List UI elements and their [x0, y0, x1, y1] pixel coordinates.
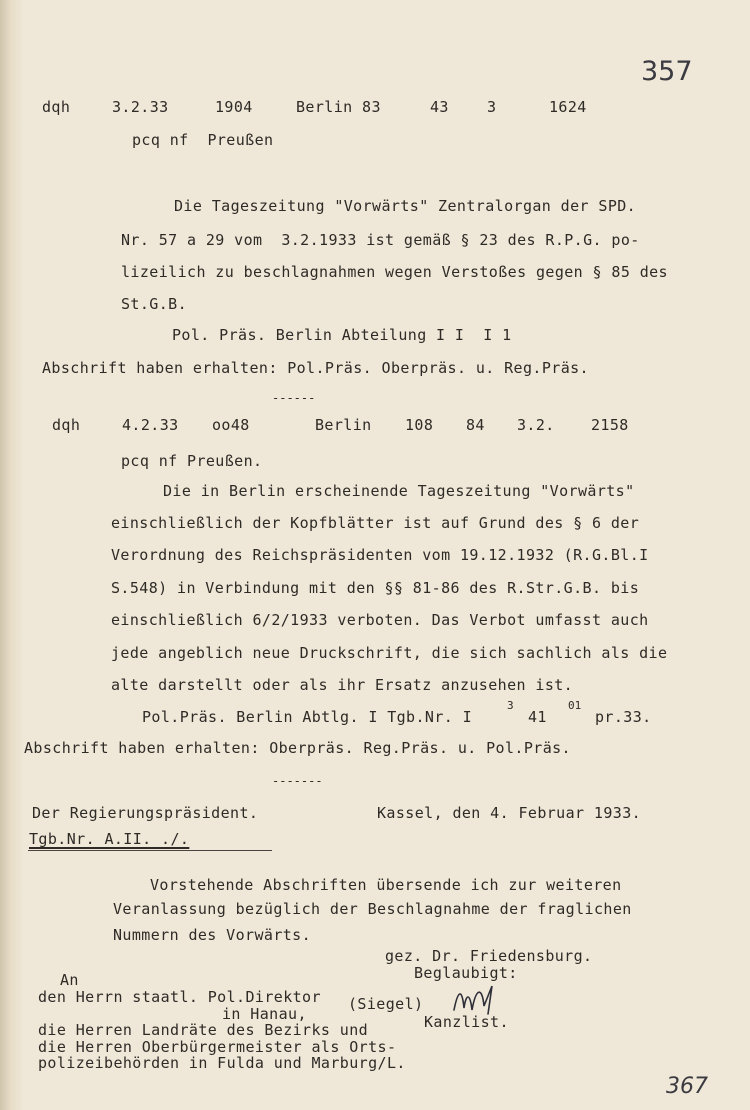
telegram-1-origin: Berlin 83: [296, 98, 381, 116]
recipient-line-2: in Hanau,: [222, 1005, 307, 1023]
telegram-1-num3: 1624: [549, 98, 587, 116]
telegram-2-origin: Berlin: [315, 416, 372, 434]
telegram-2-date: 4.2.33: [122, 416, 179, 434]
telegram-1-signature: Pol. Präs. Berlin Abteilung I I I 1: [172, 326, 512, 344]
telegram-2-signature-sup1: 3: [507, 699, 514, 712]
telegram-2-line-7: alte darstellt oder als ihr Ersatz anzusehen ist.: [111, 676, 574, 694]
telegram-1-line-4: St.G.B.: [121, 295, 188, 313]
telegram-1-num2: 3: [487, 98, 497, 116]
telegram-1-time: 1904: [215, 98, 253, 116]
signed-by: gez. Dr. Friedensburg.: [385, 947, 593, 965]
body-line-3: Nummern des Vorwärts.: [113, 926, 312, 944]
telegram-2-signature-mid: 41: [528, 708, 547, 726]
telegram-2-num2: 84: [466, 416, 485, 434]
telegram-2-line-1: Die in Berlin erscheinende Tageszeitung "Vorwärts": [163, 482, 635, 500]
telegram-2-copies: Abschrift haben erhalten: Oberpräs. Reg.Präs. u. Pol.Präs.: [24, 739, 571, 757]
telegram-2-line-6: jede angeblich neue Druckschrift, die sich sachlich als die: [111, 644, 668, 662]
separator-2: -------: [272, 774, 323, 788]
telegram-1-date: 3.2.33: [112, 98, 169, 116]
recipient-line-1: den Herrn staatl. Pol.Direktor: [38, 988, 321, 1006]
telegram-2-signature-suffix: pr.33.: [595, 708, 652, 726]
telegram-1-code: dqh: [42, 98, 71, 116]
bottom-page-number: 367: [666, 1074, 708, 1099]
telegram-2-time: oo48: [212, 416, 250, 434]
body-line-2: Veranlassung bezüglich der Beschlagnahme der fraglichen: [113, 900, 632, 918]
telegram-2-line-4: S.548) in Verbindung mit den §§ 81-86 des R.Str.G.B. bis: [111, 579, 640, 597]
recipient-line-4: die Herren Oberbürgermeister als Orts-: [38, 1038, 397, 1056]
recipient-line-3: die Herren Landräte des Bezirks und: [38, 1021, 369, 1039]
telegram-2-signature-sup2: 01: [568, 699, 582, 712]
reference-number: Tgb.Nr. A.II. ./.: [29, 830, 190, 848]
body-line-1: Vorstehende Abschriften übersende ich zur weiteren: [150, 876, 622, 894]
telegram-1-line-1: Die Tageszeitung "Vorwärts" Zentralorgan der SPD.: [174, 197, 637, 215]
telegram-2-num1: 108: [405, 416, 434, 434]
clerk: Kanzlist.: [424, 1013, 509, 1031]
telegram-1-line-2: Nr. 57 a 29 vom 3.2.1933 ist gemäß § 23 des R.P.G. po-: [121, 231, 640, 249]
telegram-2-num3: 3.2.: [517, 416, 555, 434]
recipient-line-5: polizeibehörden in Fulda und Marburg/L.: [38, 1054, 406, 1072]
telegram-1-address: pcq nf Preußen: [132, 131, 274, 149]
place-date: Kassel, den 4. Februar 1933.: [377, 804, 642, 822]
sender: Der Regierungspräsident.: [32, 804, 259, 822]
seal: (Siegel): [348, 995, 424, 1013]
reference-underline: [28, 850, 272, 851]
telegram-1-line-3: lizeilich zu beschlagnahmen wegen Verstoßes gegen § 85 des: [121, 263, 668, 281]
certified: Beglaubigt:: [414, 964, 518, 982]
telegram-2-code: dqh: [52, 416, 81, 434]
telegram-2-line-3: Verordnung des Reichspräsidenten vom 19.12.1932 (R.G.Bl.I: [111, 546, 649, 564]
handwritten-signature: [448, 980, 508, 1020]
page-number: 357: [641, 56, 693, 87]
telegram-1-copies: Abschrift haben erhalten: Pol.Präs. Oberpräs. u. Reg.Präs.: [42, 359, 589, 377]
telegram-2-line-5: einschließlich 6/2/1933 verboten. Das Verbot umfasst auch: [111, 611, 649, 629]
telegram-2-address: pcq nf Preußen.: [121, 452, 263, 470]
telegram-2-line-2: einschließlich der Kopfblätter ist auf Grund des § 6 der: [111, 514, 640, 532]
separator-1: ------: [272, 391, 316, 405]
telegram-2-signature-prefix: Pol.Präs. Berlin Abtlg. I Tgb.Nr. I: [142, 708, 473, 726]
recipient-an: An: [60, 971, 79, 989]
telegram-1-num1: 43: [430, 98, 449, 116]
telegram-2-num4: 2158: [591, 416, 629, 434]
